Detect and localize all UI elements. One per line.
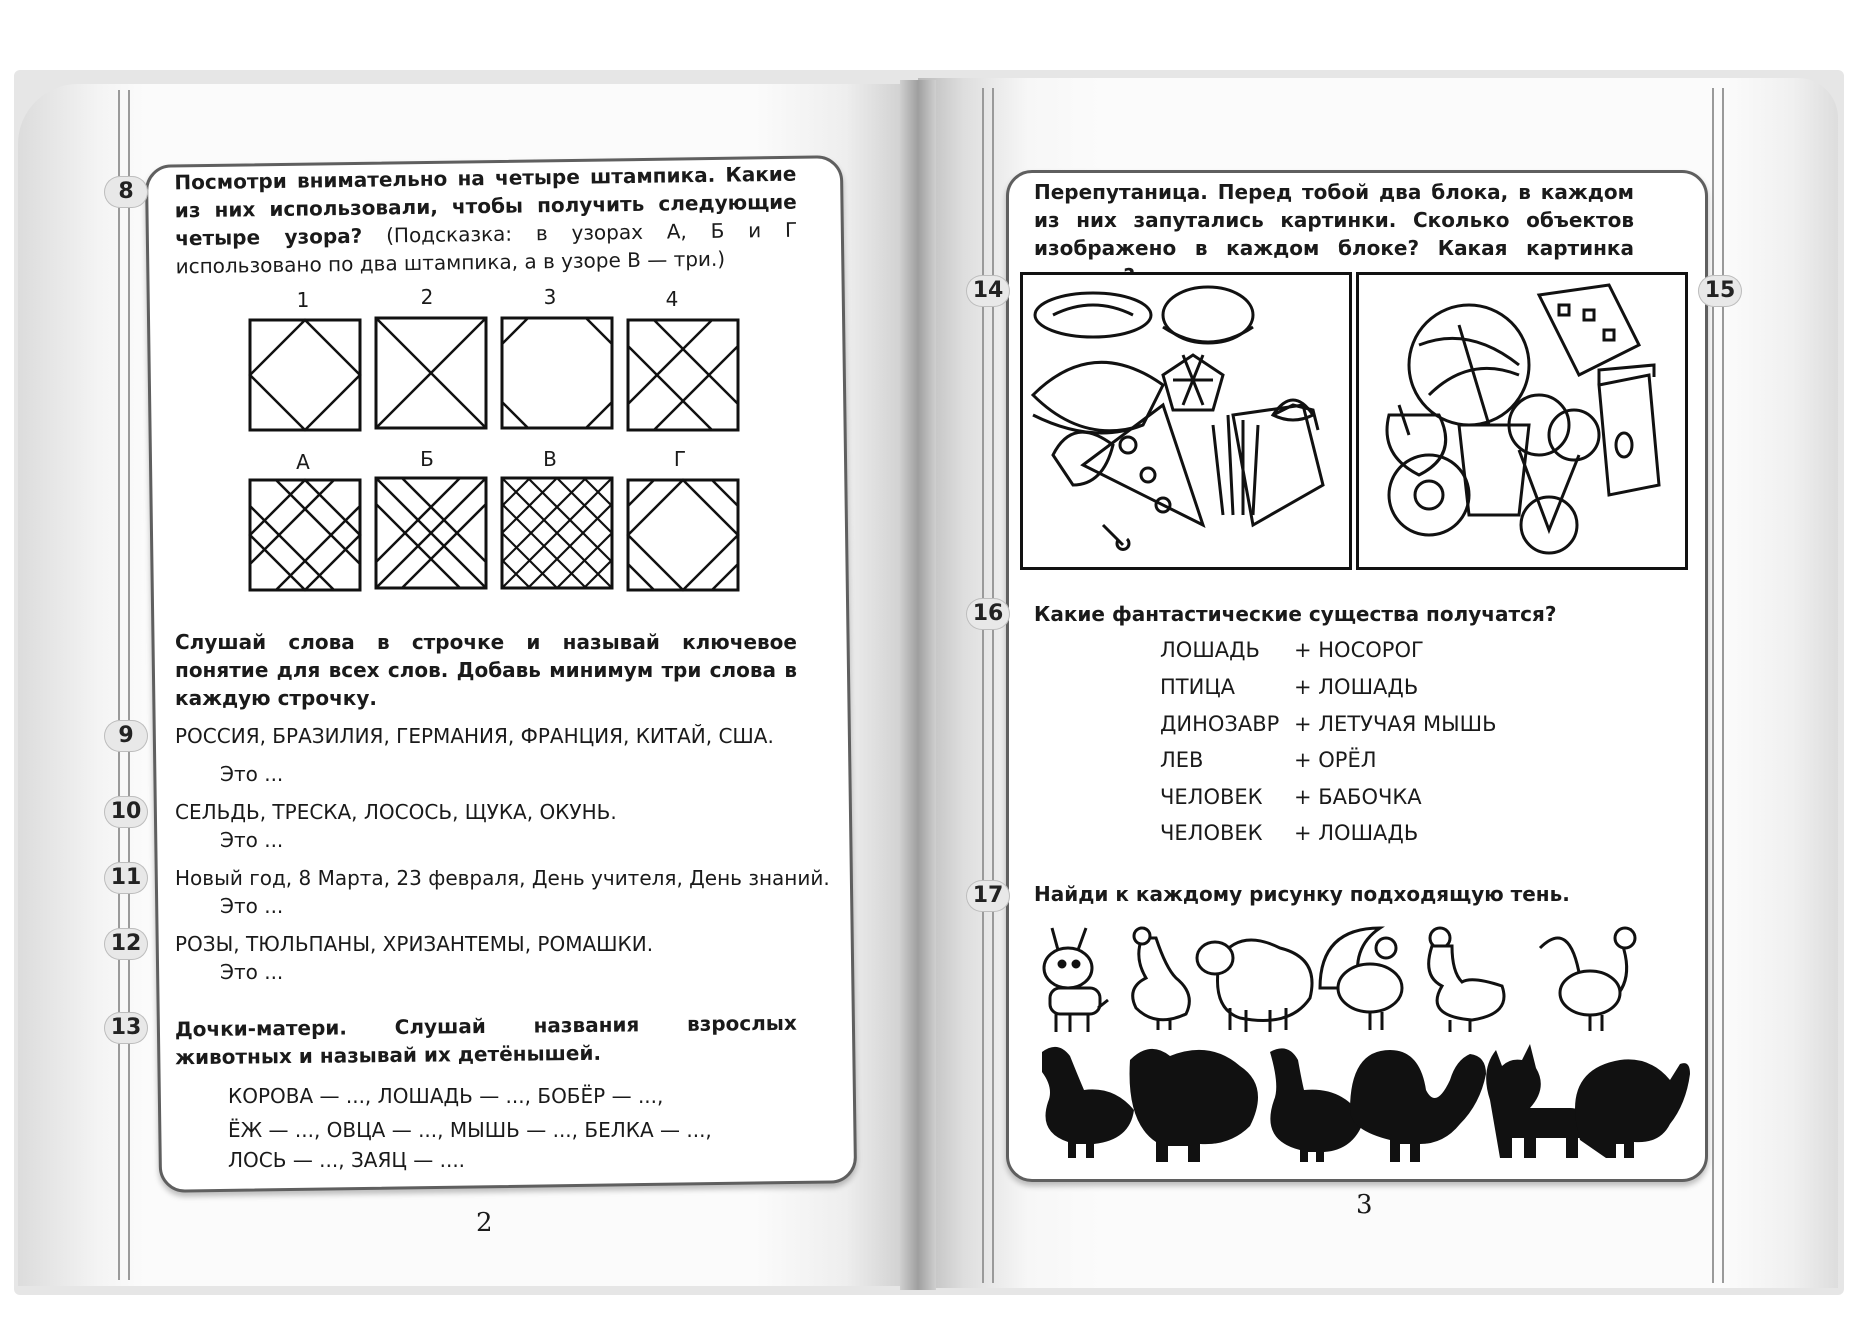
right-page-margin-line-4 bbox=[1722, 88, 1724, 1283]
stamp-3 bbox=[500, 316, 614, 430]
creature-pair-3-b: + ЛЕТУЧАЯ МЫШЬ bbox=[1294, 712, 1497, 736]
pattern-label-v: В bbox=[543, 447, 557, 471]
stamp-label-1: 1 bbox=[296, 288, 310, 312]
sweets-jumble-drawing bbox=[1359, 275, 1685, 567]
task13-line-2: ЁЖ — ..., ОВЦА — ..., МЫШЬ — ..., БЕЛКА — ..., bbox=[228, 1118, 712, 1142]
creature-pair-6-b: + ЛОШАДЬ bbox=[1294, 821, 1419, 845]
task8-text bbox=[174, 160, 798, 281]
turkey-icon bbox=[1320, 928, 1402, 1030]
pattern-label-g: Г bbox=[673, 447, 687, 471]
right-page-margin-line bbox=[982, 88, 984, 1283]
rooster-icon bbox=[1540, 928, 1635, 1031]
left-page-margin-line bbox=[118, 90, 120, 1280]
task13-title: Дочки-матери. Слушай названия взрослых животных и называй их детёнышей. bbox=[174, 1010, 797, 1070]
donkey-shadow-icon bbox=[1486, 1044, 1590, 1158]
duck-shadow-icon bbox=[1270, 1048, 1364, 1162]
task-number-8: 8 bbox=[104, 176, 148, 208]
shadows-row bbox=[1030, 1040, 1690, 1162]
task-number-13: 13 bbox=[104, 1012, 148, 1044]
stamp-2 bbox=[374, 316, 488, 430]
task8-hint: (Подсказка: в узорах А, Б и Г использовано по два штампика, а в узоре В — три.) bbox=[175, 217, 798, 279]
pattern-g bbox=[626, 478, 740, 592]
row9-words: РОССИЯ, БРАЗИЛИЯ, ГЕРМАНИЯ, ФРАНЦИЯ, КИТАЙ, США. bbox=[175, 724, 774, 748]
sheep-icon bbox=[1197, 940, 1312, 1032]
task-number-11: 11 bbox=[104, 862, 148, 894]
stamp-4 bbox=[626, 318, 740, 432]
row9-answer: Это ... bbox=[220, 762, 284, 786]
row11-answer: Это ... bbox=[220, 894, 284, 918]
stamp-label-3: 3 bbox=[543, 285, 557, 309]
stamp-label-4: 4 bbox=[665, 287, 679, 311]
stamp-label-2: 2 bbox=[420, 285, 434, 309]
creature-pair-1-a: ЛОШАДЬ bbox=[1160, 638, 1260, 662]
creature-pair-4-a: ЛЕВ bbox=[1160, 748, 1204, 772]
right-page-margin-line-3 bbox=[1712, 88, 1714, 1283]
task-number-10: 10 bbox=[104, 796, 148, 828]
task-number-15: 15 bbox=[1698, 275, 1742, 307]
creature-pair-1-b: + НОСОРОГ bbox=[1294, 638, 1424, 662]
goose-icon bbox=[1133, 928, 1190, 1030]
row12-words: РОЗЫ, ТЮЛЬПАНЫ, ХРИЗАНТЕМЫ, РОМАШКИ. bbox=[175, 932, 654, 956]
row11-words: Новый год, 8 Марта, 23 февраля, День учителя, День знаний. bbox=[175, 866, 830, 890]
pattern-a bbox=[248, 478, 362, 592]
creature-pair-3-a: ДИНОЗАВР bbox=[1160, 712, 1280, 736]
food-jumble-drawing bbox=[1023, 275, 1349, 567]
creature-pair-4-b: + ОРЁЛ bbox=[1294, 748, 1377, 772]
task8-question: Посмотри внимательно на четыре штампика. Какие из них использовали, чтобы получить следующие четыре узора? bbox=[174, 161, 797, 251]
sheep-shadow-icon bbox=[1130, 1049, 1258, 1162]
task-number-17: 17 bbox=[966, 880, 1010, 912]
page-number-right: 3 bbox=[1356, 1190, 1373, 1220]
row10-answer: Это ... bbox=[220, 828, 284, 852]
task-number-9: 9 bbox=[104, 720, 148, 752]
task-number-16: 16 bbox=[966, 598, 1010, 630]
row10-words: СЕЛЬДЬ, ТРЕСКА, ЛОСОСЬ, ЩУКА, ОКУНЬ. bbox=[175, 800, 617, 824]
pattern-b bbox=[374, 476, 488, 590]
task13-line-3: ЛОСЬ — ..., ЗАЯЦ — .... bbox=[228, 1148, 466, 1172]
rooster-shadow-icon bbox=[1350, 1050, 1486, 1162]
turkey-shadow-icon bbox=[1575, 1059, 1690, 1158]
book-gutter bbox=[900, 80, 936, 1290]
food-jumble-picture bbox=[1020, 272, 1352, 570]
page-number-left: 2 bbox=[476, 1208, 493, 1238]
pattern-v bbox=[500, 476, 614, 590]
creature-pair-6-a: ЧЕЛОВЕК bbox=[1160, 821, 1263, 845]
row12-answer: Это ... bbox=[220, 960, 284, 984]
right-page-margin-line-2 bbox=[992, 88, 994, 1283]
task-number-14: 14 bbox=[966, 275, 1010, 307]
confusion-title: Перепутаница. Перед тобой два блока, в каждом из них запутались картинки. Сколько объектов изображено в каждом блоке? Какая картинка bbox=[1034, 180, 1634, 260]
task17-title: Найди к каждому рисунку подходящую тень. bbox=[1034, 882, 1570, 906]
task16-title: Какие фантастические существа получатся? bbox=[1034, 602, 1557, 626]
task13-line-1: КОРОВА — ..., ЛОШАДЬ — ..., БОБЁР — ..., bbox=[228, 1084, 664, 1108]
pattern-label-b: Б bbox=[420, 447, 434, 471]
left-page-margin-line-2 bbox=[128, 90, 130, 1280]
animals-row bbox=[1030, 918, 1690, 1036]
donkey-icon bbox=[1044, 928, 1108, 1032]
task-number-12: 12 bbox=[104, 928, 148, 960]
creature-pair-2-b: + ЛОШАДЬ bbox=[1294, 675, 1419, 699]
creature-pair-5-a: ЧЕЛОВЕК bbox=[1160, 785, 1263, 809]
creature-pair-2-a: ПТИЦА bbox=[1160, 675, 1235, 699]
stamp-1 bbox=[248, 318, 362, 432]
duck-icon bbox=[1429, 928, 1504, 1032]
pattern-label-a: А bbox=[296, 450, 310, 474]
creature-pair-5-b: + БАБОЧКА bbox=[1294, 785, 1422, 809]
goose-shadow-icon bbox=[1042, 1047, 1134, 1158]
sweets-jumble-picture bbox=[1356, 272, 1688, 570]
listen-intro: Слушай слова в строчке и называй ключевое понятие для всех слов. Добавь минимум три слова в каждую строчку. bbox=[175, 630, 797, 710]
